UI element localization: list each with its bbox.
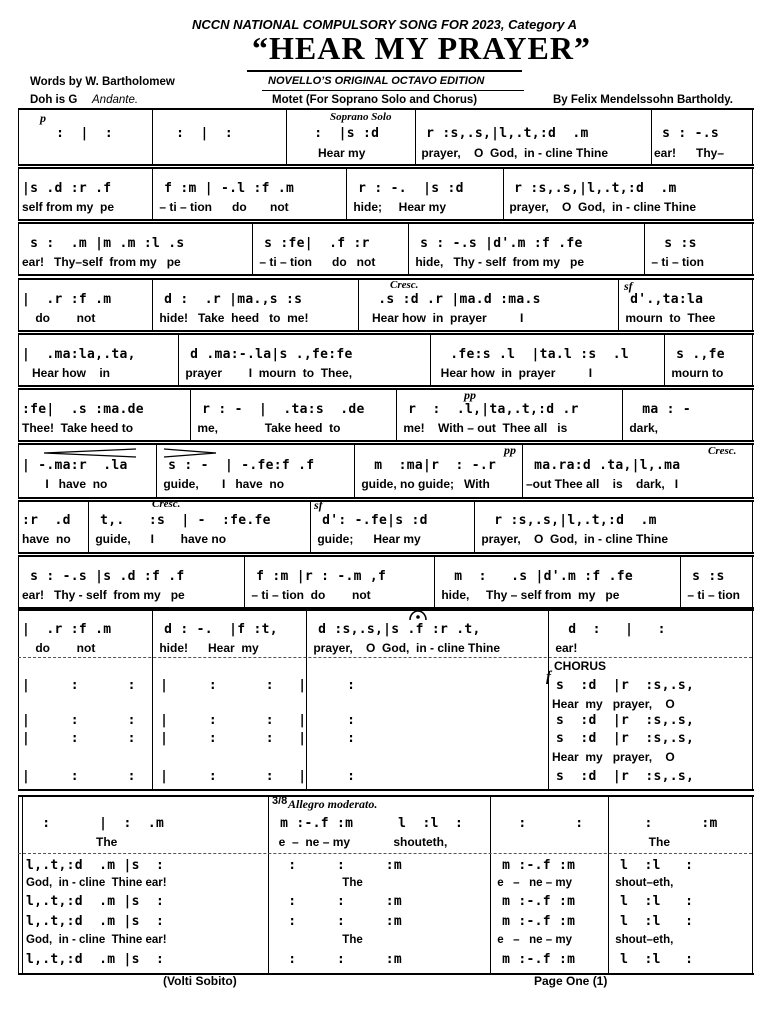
chorus-row-notes: : : :m [272,858,403,873]
notation-measure: r :s,.s,|l,.t,:d .m [418,126,589,141]
barline [752,108,753,166]
barline [286,108,287,166]
notation-measure: |s .d :r .f [22,181,112,196]
barline [18,167,19,221]
barline [358,278,359,332]
decrescendo-hairpin [162,448,218,458]
notation-measure: s :s [648,236,697,251]
lyric-line: e – ne – my [272,835,351,849]
barline [354,443,355,499]
lyric-line: –out Thee all is dark, I [526,477,679,491]
score-system-7 [18,443,754,499]
chorus-row-notes: : : :m [272,952,403,967]
barline [474,500,475,554]
barline [490,795,491,975]
barline [752,278,753,332]
lyric-line: guide; Hear my [314,532,421,546]
notation-measure: r : -. |s :d [350,181,464,196]
lyric-line: ear! Thy - self from my pe [22,588,185,602]
chorus-row-notes: m :-.f :m [494,952,576,967]
notation-measure: d : | : [552,622,666,637]
sforzando-mark: sf [314,498,323,512]
chorus-row-notes: l :l : [612,914,694,929]
chorus-rest-row: | : : | : : | : [22,713,356,728]
lyric-line: Thee! Take heed to [22,421,134,435]
score-system-1 [18,108,754,166]
barline [18,108,19,166]
chorus-row-notes: : : :m [272,894,403,909]
chorus-tenor-notes: s :d |r :s,.s, [556,731,695,746]
composer: By Felix Mendelssohn Bartholdy. [553,94,733,106]
lyric-line: ear! Thy–self from my pe [22,255,181,269]
barline [18,609,19,791]
notation-measure: : | : .m [26,816,165,831]
barline [18,278,19,332]
lyric-line: hide, Thy – self from my pe [438,588,620,602]
barline [18,795,19,975]
pianissimo-mark: pp [504,443,516,457]
lyric-line: Hear how in prayer I [434,366,593,380]
lyric-line: prayer, O God, in - cline Thine [418,146,609,160]
notation-measure: : |s :d [298,126,380,141]
lyric-line: – ti – tion do not [156,200,289,214]
barline [752,555,753,609]
barline [18,500,19,554]
barline [310,500,311,554]
barline [156,443,157,499]
barline [306,609,307,791]
lyric-line: The [612,835,671,849]
notation-measure: s : -.s [654,126,720,141]
lyric-line: dark, [626,421,659,435]
barline [752,333,753,387]
lyric-line: Hear how in [22,366,111,380]
lyric-line: prayer, O God, in - cline Thine [506,200,697,214]
notation-measure: | .ma:la,.ta, [22,347,136,362]
chorus-row-lyric: e – ne – my [494,877,572,889]
chorus-row-notes: m :-.f :m [494,894,576,909]
barline [752,222,753,276]
barline [152,108,153,166]
barline [268,795,269,975]
notation-measure: l :l : [390,816,464,831]
barline [178,333,179,387]
notation-measure: t,. :s | - :fe.fe [92,513,271,528]
notation-measure: | -.ma:r .la [22,458,128,473]
chorus-row-notes: l,.t,:d .m |s : [26,952,165,967]
song-title: “HEAR MY PRAYER” [252,30,591,66]
notation-measure: d'.,ta:la [622,292,704,307]
barline [752,795,753,975]
score-system-final [18,795,754,975]
barline [18,333,19,387]
volti-subito-note: (Volti Sobito) [163,974,237,988]
barline [18,222,19,276]
lyric-line: mourn to [668,366,724,380]
barline [18,388,19,442]
tempo-marking: Andante. [92,94,139,106]
lyric-line: The [26,835,118,849]
lyric-line: ear! Thy– [654,146,725,160]
edition-underline [262,90,524,91]
notation-measure: d .ma:-.la|s .,fe:fe [182,347,353,362]
lyric-line: guide, I have no [92,532,227,546]
barline [18,555,19,609]
barline [88,500,89,554]
score-system-6 [18,388,754,442]
chorus-label: CHORUS [554,659,607,673]
barline [752,609,753,791]
notation-measure: s : - | -.fe:f .f [160,458,315,473]
notation-measure: d': -.fe|s :d [314,513,428,528]
chorus-row-notes: m :-.f :m [494,914,576,929]
chorus-row-notes: : : :m [272,914,403,929]
barline [252,222,253,276]
barline [644,222,645,276]
barline [608,795,609,975]
chorus-row-notes: l,.t,:d .m |s : [26,858,165,873]
chorus-row-lyric: God, in - cline Thine ear! [26,934,167,946]
barline [752,167,753,221]
notation-measure: : :m [612,816,718,831]
barline [415,108,416,166]
barline [430,333,431,387]
lyric-line: guide, no guide; With [358,477,490,491]
notation-measure: s :fe| .f :r [256,236,370,251]
chorus-row-lyric: e – ne – my [494,934,572,946]
chorus-alto-notes: s :d |r :s,.s, [556,713,695,728]
notation-measure: f :m | -.l :f .m [156,181,295,196]
score-system-9 [18,555,754,609]
chorus-row-lyric: shout–eth, [612,934,674,946]
score-system-2 [18,167,754,221]
chorus-row-notes: l,.t,:d .m |s : [26,914,165,929]
sforzando-mark: sf [624,279,633,293]
lyric-line: me! With – out Thee all is [400,421,568,435]
staff-divider [18,657,752,658]
barline [152,609,153,791]
barline [651,108,652,166]
chorus-tenor-lyric: Hear my prayer, O [552,750,675,764]
lyric-line: me, Take heed to [194,421,341,435]
notation-measure: :fe| .s :ma.de [22,402,144,417]
chorus-soprano-lyric: Hear my prayer, O [552,697,675,711]
crescendo-mark: Cresc. [390,279,419,291]
lyric-line: guide, I have no [160,477,285,491]
notation-measure: : | : [48,126,114,141]
fermata-icon [408,608,428,622]
crescendo-mark: Cresc. [152,498,181,510]
score-system-8 [18,500,754,554]
chorus-bass-notes: s :d |r :s,.s, [556,769,695,784]
barline [22,795,23,975]
score-system-5 [18,333,754,387]
lyric-line: – ti – tion do not [248,588,371,602]
barline [18,443,19,499]
lyric-line: hide! Take heed to me! [156,311,309,325]
lyric-line: prayer I mourn to Thee, [182,366,353,380]
lyric-line: Hear how in prayer I [362,311,524,325]
barline [618,278,619,332]
lyric-line: – ti – tion [684,588,741,602]
lyric-line: I have no [22,477,108,491]
title-underline [247,70,522,72]
edition-label: NOVELLO’S ORIGINAL OCTAVO EDITION [268,75,485,87]
chorus-row-notes: m :-.f :m [494,858,576,873]
barline [622,388,623,442]
lyric-line: hide, Thy - self from my pe [412,255,585,269]
barline [752,443,753,499]
page-number: Page One (1) [534,974,608,988]
barline [152,167,153,221]
chorus-row-lyric: shout–eth, [612,877,674,889]
lyric-line: Hear my [298,146,366,160]
lyric-line: hide; Hear my [350,200,447,214]
form-label: Motet (For Soprano Solo and Chorus) [272,94,478,106]
lyric-line: do not [22,641,96,655]
lyric-line: do not [22,311,96,325]
soprano-solo-label: Soprano Solo [330,111,392,123]
chorus-soprano-notes: s :d |r :s,.s, [556,678,695,693]
allegro-tempo: Allegro moderato. [288,797,378,811]
notation-measure: : | : [168,126,234,141]
notation-measure: s : .m |m .m :l .s [22,236,185,251]
notation-measure: :r .d [22,513,71,528]
barline [752,388,753,442]
notation-measure: d : .r |ma.,s :s [156,292,303,307]
barline [752,500,753,554]
chorus-row-notes: l :l : [612,894,694,909]
notation-measure: | .r :f .m [22,292,112,307]
crescendo-hairpin [42,448,138,458]
key-signature: Doh is G [30,94,78,106]
barline [522,443,523,499]
chorus-rest-row: | : : | : : | : [22,731,356,746]
notation-measure: d :s,.s,|s .f :r .t, [310,622,481,637]
score-system-10 [18,609,754,791]
notation-measure: m :ma|r : -.r [358,458,497,473]
barline [434,555,435,609]
notation-measure: r :s,.s,|l,.t,:d .m [506,181,677,196]
lyric-line: prayer, O God, in - cline Thine [310,641,501,655]
chorus-row-notes: l,.t,:d .m |s : [26,894,165,909]
barline [680,555,681,609]
barline [503,167,504,221]
barline [396,388,397,442]
notation-measure: : : [494,816,584,831]
notation-measure: s .,fe [668,347,725,362]
forte-mark: f [546,669,551,685]
notation-measure: m :-.f :m [272,816,354,831]
chorus-rest-row: | : : | : : | : [22,678,356,693]
notation-measure: f :m |r : -.m ,f [248,569,387,584]
notation-measure: s : -.s |d'.m :f .fe [412,236,583,251]
chorus-row-notes: l :l : [612,952,694,967]
lyric-line: mourn to Thee [622,311,716,325]
chorus-row-lyric: The [272,934,363,946]
chorus-rest-row: | : : | : : | : [22,769,356,784]
score-system-4 [18,278,754,332]
notation-measure: .s :d .r |ma.d :ma.s [362,292,541,307]
time-signature: 3/8 [272,795,288,807]
notation-measure: s : -.s |s .d :f .f [22,569,185,584]
crescendo-mark: Cresc. [708,445,737,457]
barline [244,555,245,609]
barline [152,278,153,332]
lyric-line: – ti – tion [648,255,705,269]
chorus-row-notes: l :l : [612,858,694,873]
notation-measure: ma : - [626,402,692,417]
staff-divider [18,853,752,854]
notation-measure: r : .l,|ta,.t,:d .r [400,402,579,417]
lyric-line: ear! [552,641,578,655]
notation-measure: ma.ra:d .ta,|l,.ma [526,458,681,473]
lyric-line: – ti – tion do not [256,255,376,269]
barline [190,388,191,442]
notation-measure: d : -. |f :t, [156,622,278,637]
lyric-line: have no [22,532,71,546]
lyric-line: self from my pe [22,200,115,214]
chorus-row-lyric: God, in - cline Thine ear! [26,877,167,889]
barline [664,333,665,387]
score-system-3 [18,222,754,276]
notation-measure: r :s,.s,|l,.t,:d .m [478,513,657,528]
lyric-line: prayer, O God, in - cline Thine [478,532,669,546]
pianissimo-mark: pp [464,388,476,402]
notation-measure: s :s [684,569,725,584]
lyric-line: shouteth, [390,835,448,849]
dynamic-mark: p [40,111,46,125]
lyric-line: hide! Hear my [156,641,259,655]
words-by: Words by W. Bartholomew [30,76,175,88]
competition-heading: NCCN NATIONAL COMPULSORY SONG FOR 2023, Category A [192,17,578,32]
chorus-row-lyric: The [272,877,363,889]
notation-measure: | .r :f .m [22,622,112,637]
notation-measure: r : - | .ta:s .de [194,402,365,417]
barline [408,222,409,276]
barline [548,609,549,791]
notation-measure: m : .s |d'.m :f .fe [438,569,634,584]
notation-measure: .fe:s .l |ta.l :s .l [434,347,630,362]
barline [346,167,347,221]
